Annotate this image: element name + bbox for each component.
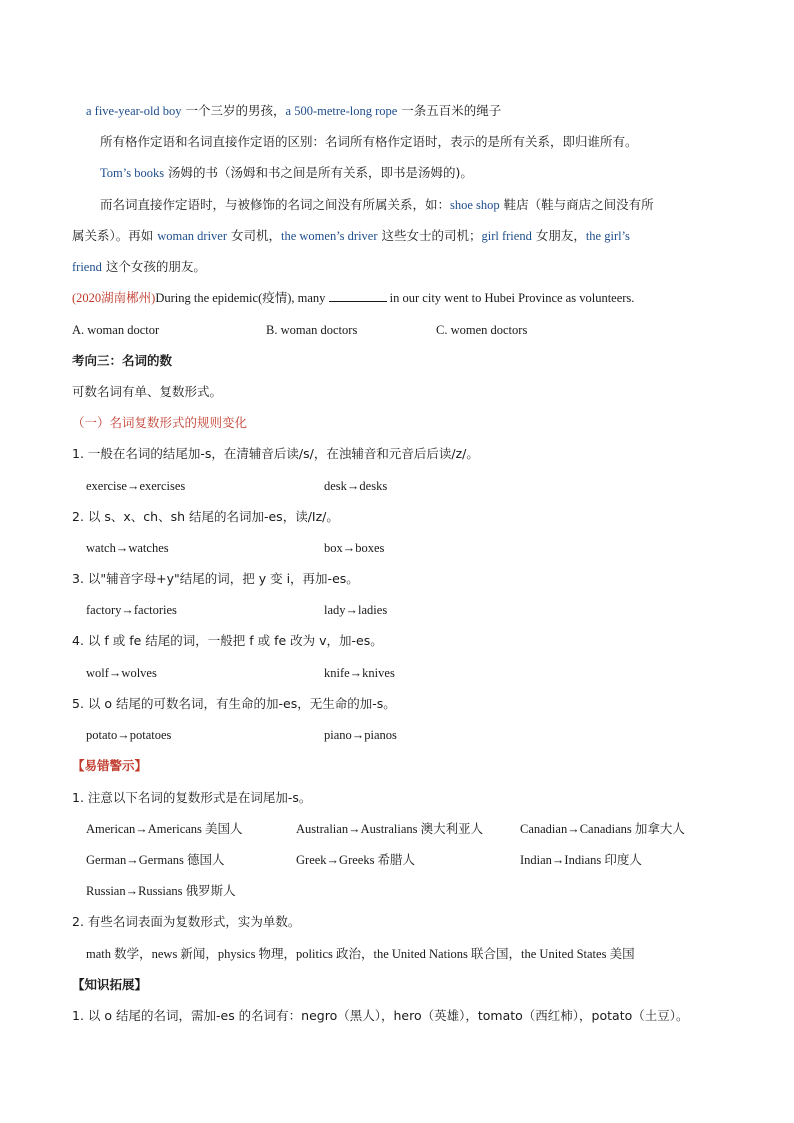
rule-example: desk→desks bbox=[324, 479, 388, 493]
text: 鞋店（鞋与商店之间没有所 bbox=[499, 197, 654, 212]
rule-example: watch→watches bbox=[86, 541, 169, 555]
warning-item-2: 2. 有些名词表面为复数形式，实为单数。 bbox=[72, 914, 301, 929]
example-phrase: friend bbox=[72, 260, 102, 274]
option-a: A. woman doctor bbox=[72, 323, 160, 337]
rule-example: wolf→wolves bbox=[86, 666, 157, 680]
rule-1: 1. 一般在名词的结尾加-s，在清辅音后读/s/，在浊辅音和元音后后读/z/。 bbox=[72, 446, 479, 461]
extension-item-1: 1. 以 o 结尾的名词，需加-es 的名词有：negro（黑人），hero（英雄），tomato（西红柿），potato（土豆）。 bbox=[72, 1008, 689, 1023]
option-c: C. women doctors bbox=[436, 323, 528, 337]
intro-line-1 bbox=[86, 102, 722, 120]
intro-line-6 bbox=[72, 258, 206, 276]
rule-example: factory→factories bbox=[86, 603, 177, 617]
translation: 一个三岁的男孩， bbox=[181, 103, 286, 118]
nationality-example: Greek→Greeks 希腊人 bbox=[296, 853, 416, 867]
text: 女朋友， bbox=[531, 228, 586, 243]
example-phrase: a 500-metre-long rope bbox=[285, 104, 398, 118]
example-phrase: the women’s driver bbox=[281, 229, 378, 243]
warning-item-1: 1. 注意以下名词的复数形式是在词尾加-s。 bbox=[72, 790, 312, 805]
rule-4: 4. 以 f 或 fe 结尾的词，一般把 f 或 fe 改为 v，加-es。 bbox=[72, 633, 383, 648]
subsection-heading: （一）名词复数形式的规则变化 bbox=[72, 415, 248, 430]
rule-example: lady→ladies bbox=[324, 603, 388, 617]
nationality-example: Indian→Indians 印度人 bbox=[520, 853, 642, 867]
rule-3: 3. 以"辅音字母+y"结尾的词，把 y 变 i，再加-es。 bbox=[72, 571, 359, 586]
warning-heading: 【易错警示】 bbox=[72, 758, 148, 773]
option-b: B. woman doctors bbox=[266, 323, 358, 337]
rule-example: exercise→exercises bbox=[86, 479, 186, 493]
nationality-example: American→Americans 美国人 bbox=[86, 822, 243, 836]
text: 属关系）。再如 bbox=[72, 228, 158, 243]
singular-examples: math 数学，news 新闻，physics 物理，politics 政治，the United Nations 联合国，the United States 美国 bbox=[86, 947, 635, 961]
stem-part: in our city went to Hubei Province as volunteers. bbox=[386, 291, 635, 305]
nationality-example: German→Germans 德国人 bbox=[86, 853, 225, 867]
translation: 这个女孩的朋友。 bbox=[101, 259, 206, 274]
extension-heading: 【知识拓展】 bbox=[72, 977, 148, 992]
rule-example: potato→potatoes bbox=[86, 728, 172, 742]
nationality-example: Australian→Australians 澳大利亚人 bbox=[296, 822, 484, 836]
example-phrase: the girl’s bbox=[585, 229, 630, 243]
section-description: 可数名词有单、复数形式。 bbox=[72, 384, 223, 399]
example-phrase: Tom’s books bbox=[100, 166, 165, 180]
rule-2: 2. 以 s、x、ch、sh 结尾的名词加-es，读/Iz/。 bbox=[72, 509, 339, 524]
example-phrase: girl friend bbox=[481, 229, 532, 243]
question-stem bbox=[72, 289, 634, 307]
nationality-example: Canadian→Canadians 加拿大人 bbox=[520, 822, 685, 836]
intro-line-4 bbox=[100, 196, 722, 214]
example-phrase: shoe shop bbox=[450, 198, 500, 212]
rule-example: box→boxes bbox=[324, 541, 385, 555]
translation: 汤姆的书（汤姆和书之间是所有关系，即书是汤姆的)。 bbox=[164, 165, 473, 180]
intro-line-5 bbox=[72, 227, 630, 245]
text: 女司机， bbox=[227, 228, 281, 243]
rule-5: 5. 以 o 结尾的可数名词，有生命的加-es，无生命的加-s。 bbox=[72, 696, 396, 711]
example-phrase: a five-year-old boy bbox=[86, 104, 182, 118]
intro-line-3 bbox=[100, 164, 722, 182]
text: 这些女士的司机； bbox=[377, 228, 482, 243]
nationality-example: Russian→Russians 俄罗斯人 bbox=[86, 884, 236, 898]
stem-part: During the epidemic(疫情), many bbox=[155, 291, 329, 305]
text: 而名词直接作定语时，与被修饰的名词之间没有所属关系，如： bbox=[100, 197, 451, 212]
section-heading: 考向三：名词的数 bbox=[72, 353, 173, 368]
rule-example: knife→knives bbox=[324, 666, 395, 680]
translation: 一条五百米的绳子 bbox=[397, 103, 502, 118]
rule-example: piano→pianos bbox=[324, 728, 397, 742]
question-source: (2020湖南郴州) bbox=[72, 291, 156, 305]
answer-blank bbox=[329, 289, 387, 302]
intro-line-2: 所有格作定语和名词直接作定语的区别：名词所有格作定语时，表示的是所有关系，即归谁所有。 bbox=[100, 134, 638, 149]
example-phrase: woman driver bbox=[157, 229, 228, 243]
